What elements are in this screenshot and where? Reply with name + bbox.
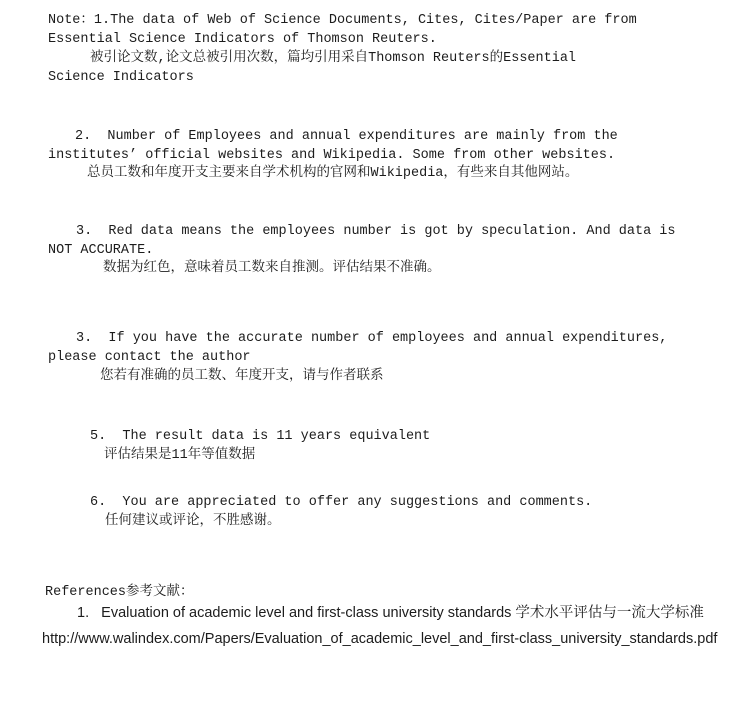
note1-en-line1: Note：1.The data of Web of Science Documents, Cites, Cites/Paper are from [48, 13, 637, 28]
note2-zh-line1: 总员工数和年度开支主要来自学术机构的官网和Wikipedia，有些来自其他网站。 [87, 166, 579, 181]
note3-en-line1: 3. Red data means the employees number is got by speculation. And data is [76, 224, 676, 239]
note5-zh-line1: 评估结果是11年等值数据 [104, 448, 256, 463]
note3-zh-line1: 数据为红色，意味着员工数来自推测。评估结果不准确。 [103, 261, 441, 276]
note4-en-line1: 3. If you have the accurate number of employees and annual expenditures, [76, 331, 668, 346]
note2-en-line2: institutes’ official websites and Wikipedia. Some from other websites. [48, 148, 616, 163]
note5-en-line1: 5. The result data is 11 years equivalent [90, 429, 431, 444]
reference-item-1-url: http://www.walindex.com/Papers/Evaluation_of_academic_level_and_first-class_university_standards.pdf [42, 631, 718, 647]
references-heading: References参考文献： [45, 585, 194, 600]
note6-en-line1: 6. You are appreciated to offer any suggestions and comments. [90, 495, 593, 510]
note4-zh-line1: 您若有准确的员工数、年度开支，请与作者联系 [100, 369, 384, 384]
note1-zh-line2: Science Indicators [48, 70, 194, 85]
note3-en-line2: NOT ACCURATE. [48, 243, 154, 258]
reference-item-1: 1. Evaluation of academic level and first-class university standards 学术水平评估与一流大学标准 [77, 605, 704, 621]
note1-en-line2: Essential Science Indicators of Thomson Reuters. [48, 32, 437, 47]
note4-en-line2: please contact the author [48, 350, 251, 365]
note2-en-line1: 2. Number of Employees and annual expenditures are mainly from the [75, 129, 618, 144]
note1-zh-line1: 被引论文数,论文总被引用次数，篇均引用采自Thomson Reuters的Essential [90, 51, 577, 66]
note6-zh-line1: 任何建议或评论，不胜感谢。 [105, 514, 281, 529]
